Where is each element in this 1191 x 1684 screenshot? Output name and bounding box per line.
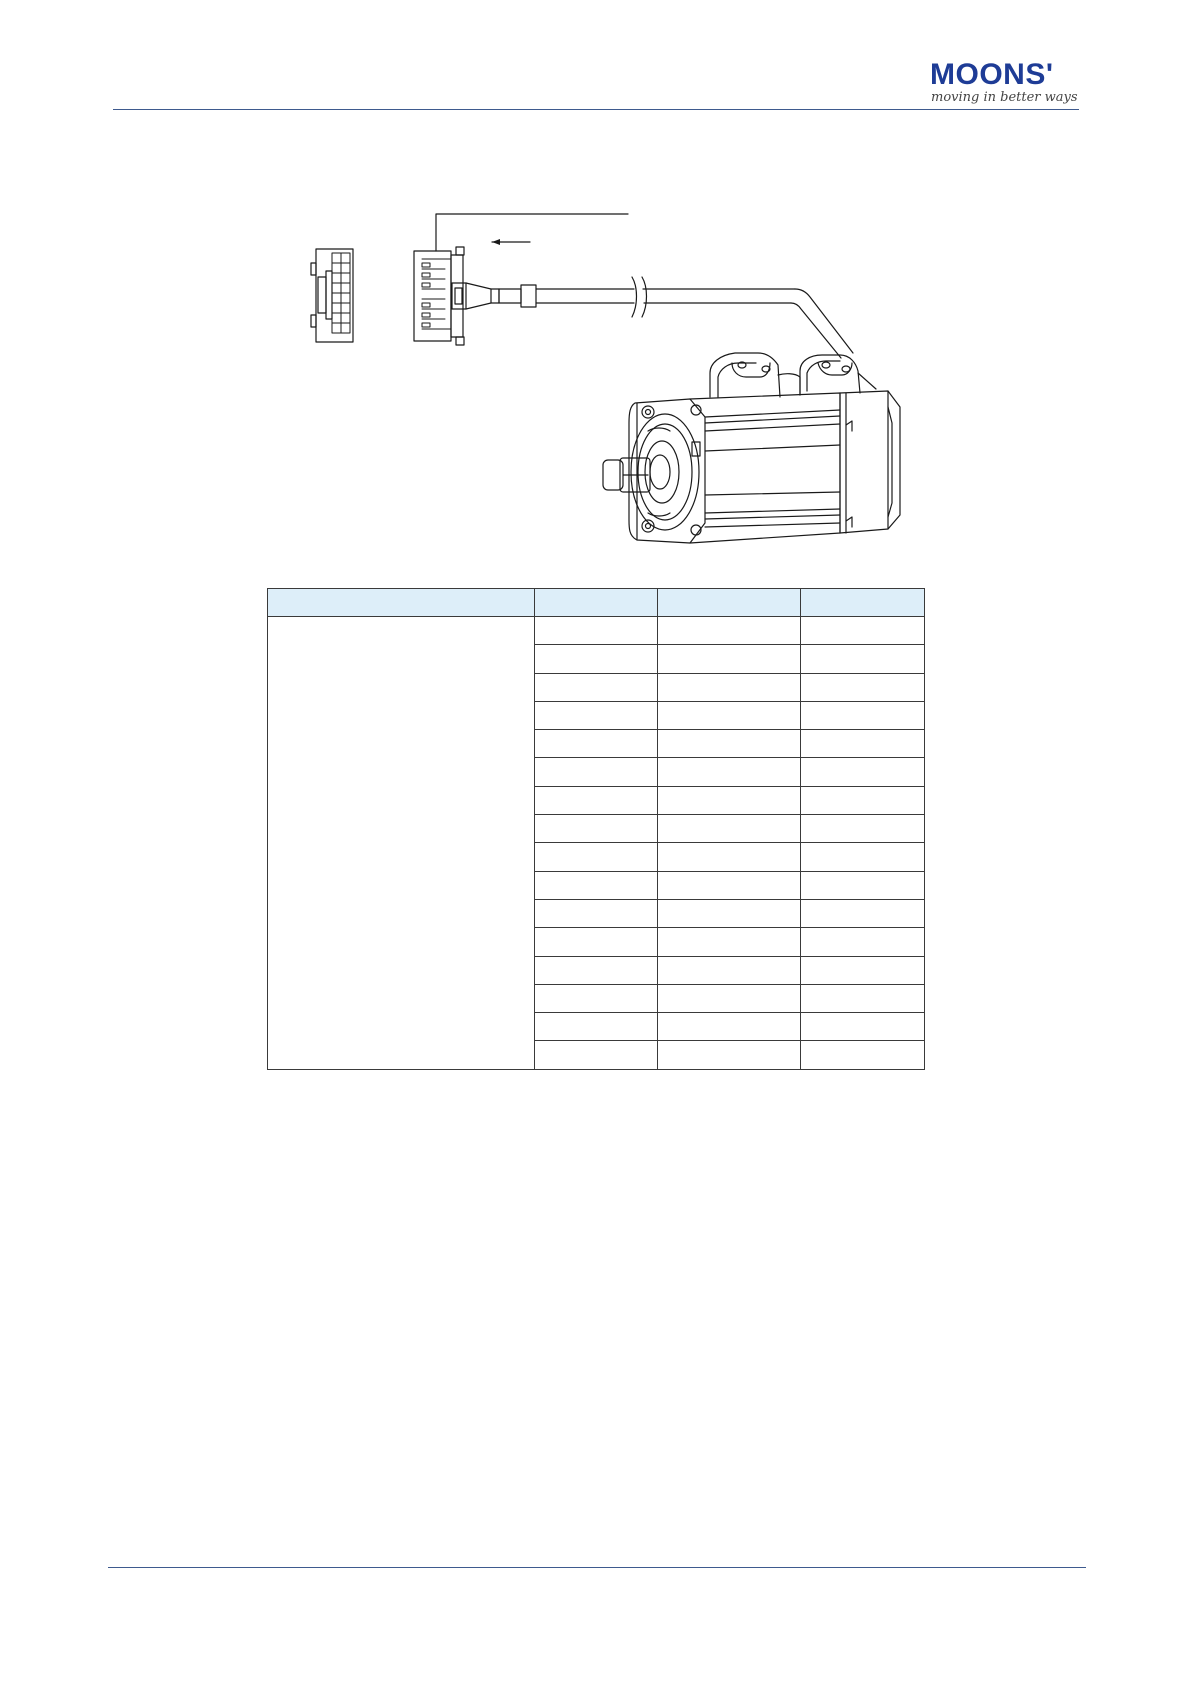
table-cell [658, 984, 801, 1012]
table-cell [658, 1041, 801, 1069]
table-cell [801, 1041, 925, 1069]
table-cell [534, 1041, 658, 1069]
table-cell [658, 956, 801, 984]
servo-motor-icon [603, 353, 900, 543]
encoder-cable-drawing [280, 195, 940, 560]
table-cell [658, 730, 801, 758]
table-header-cell [658, 589, 801, 617]
table-header-cell [801, 589, 925, 617]
table-cell [534, 701, 658, 729]
table-cell [534, 956, 658, 984]
table-cell [801, 730, 925, 758]
encoder-connector-side-icon [414, 247, 466, 345]
encoder-cable-icon [466, 277, 853, 358]
table-cell [658, 673, 801, 701]
brand-tagline: moving in better ways [931, 90, 1078, 105]
table-cell [534, 786, 658, 814]
header-rule [113, 109, 1079, 110]
leader-line [436, 214, 628, 251]
table-cell [801, 928, 925, 956]
table-cell [801, 815, 925, 843]
table-cell [801, 843, 925, 871]
brand-logo [930, 58, 1080, 110]
table-cell [534, 843, 658, 871]
table-cell [658, 843, 801, 871]
table-row [268, 617, 925, 645]
table-cell [534, 871, 658, 899]
table-cell [534, 730, 658, 758]
table-cell [801, 786, 925, 814]
table-cell [534, 899, 658, 927]
table-cell [801, 899, 925, 927]
table-cell [658, 815, 801, 843]
table-cell [534, 928, 658, 956]
table-header-row [268, 589, 925, 617]
table-cell [658, 1013, 801, 1041]
table-cell [801, 673, 925, 701]
table-cell [658, 617, 801, 645]
brand-name: MOONS' [930, 58, 1054, 91]
table-cell [534, 984, 658, 1012]
table-cell [801, 758, 925, 786]
table-header-cell [534, 589, 658, 617]
encoder-connector-front-icon [311, 249, 353, 342]
table-cell [534, 758, 658, 786]
table-cell [534, 645, 658, 673]
table-cell [658, 645, 801, 673]
table-cell [801, 701, 925, 729]
table-cell [801, 645, 925, 673]
table-cell [534, 617, 658, 645]
table-cell [534, 815, 658, 843]
table-cell [801, 956, 925, 984]
table-cell-merged [268, 617, 535, 1070]
table-cell [534, 1013, 658, 1041]
table-cell [801, 617, 925, 645]
table-cell [658, 871, 801, 899]
table-cell [801, 984, 925, 1012]
table-cell [801, 1013, 925, 1041]
table-cell [658, 758, 801, 786]
table-cell [658, 899, 801, 927]
pin-table [267, 588, 925, 1070]
table-cell [658, 928, 801, 956]
table-cell [801, 871, 925, 899]
table-cell [658, 701, 801, 729]
table-cell [534, 673, 658, 701]
table-cell [658, 786, 801, 814]
footer-rule [108, 1567, 1086, 1568]
table-header-cell [268, 589, 535, 617]
